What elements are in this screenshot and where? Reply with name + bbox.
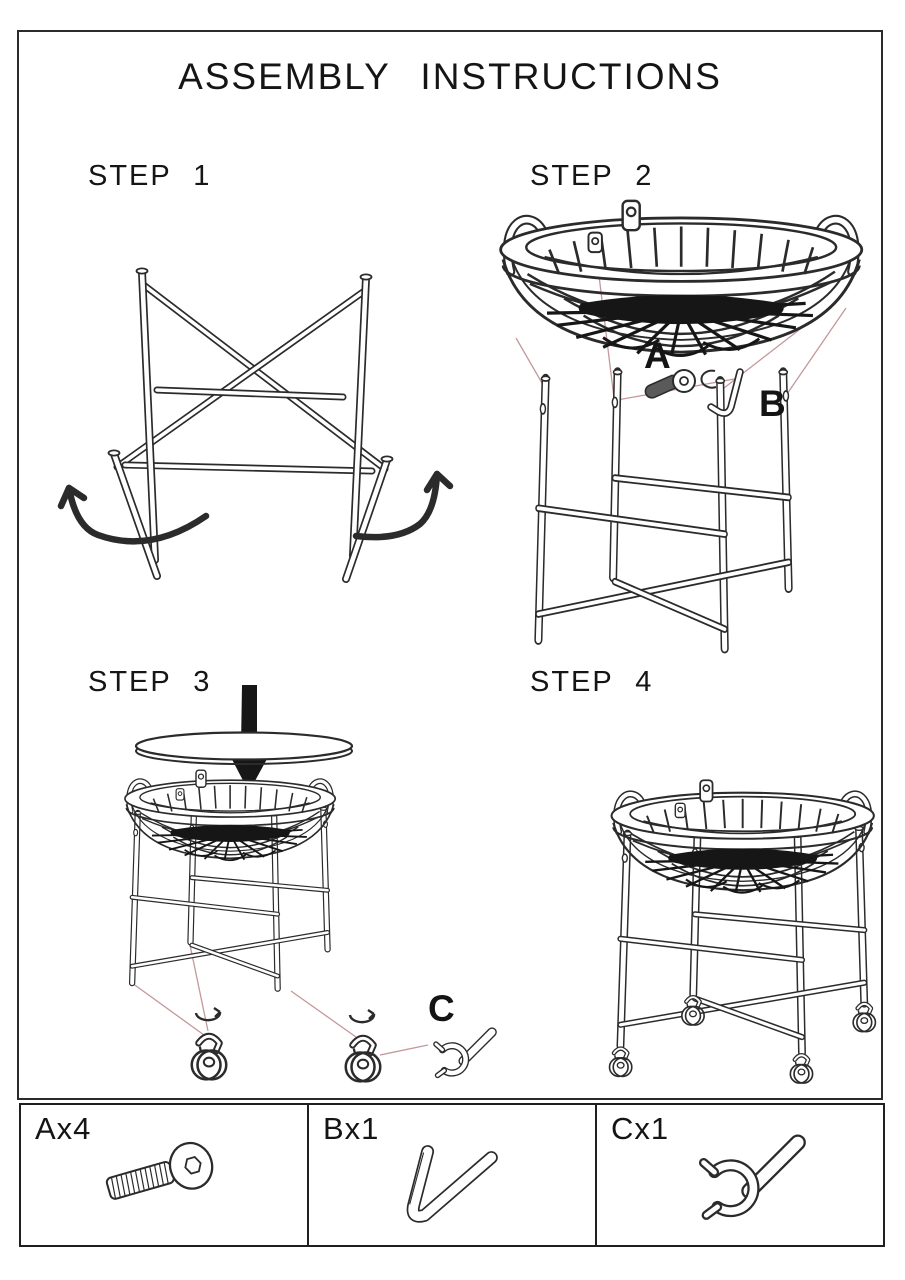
step2-label: STEP 2 xyxy=(530,160,654,192)
step1-label: STEP 1 xyxy=(88,160,212,192)
callout-b: B xyxy=(759,383,786,424)
bolt-icon xyxy=(21,1105,307,1245)
step2-diagram-attach-basket xyxy=(478,188,893,668)
parts-table xyxy=(19,1103,885,1247)
caster-icon xyxy=(192,1036,227,1079)
part-b-label: Bx1 xyxy=(323,1111,380,1146)
callout-a: A xyxy=(644,335,671,376)
rotation-mark-icon xyxy=(701,371,716,388)
hex-key-icon xyxy=(309,1105,595,1245)
step4-label: STEP 4 xyxy=(530,666,654,698)
open-wrench-icon xyxy=(597,1105,883,1245)
parts-cell-a xyxy=(19,1103,309,1247)
step4-diagram-finished-cart xyxy=(584,760,896,1095)
tabletop xyxy=(136,733,352,760)
parts-cell-c xyxy=(597,1103,885,1247)
wrench-c-icon xyxy=(436,1032,492,1075)
callout-c: C xyxy=(428,988,455,1029)
part-c-label: Cx1 xyxy=(611,1111,670,1146)
caster-icon xyxy=(853,1004,875,1032)
caster-icon xyxy=(610,1049,632,1077)
part-a-label: Ax4 xyxy=(35,1111,92,1146)
step3-diagram-top-and-casters xyxy=(58,683,498,1095)
step3-label: STEP 3 xyxy=(88,666,212,698)
page-title: ASSEMBLY INSTRUCTIONS xyxy=(178,56,722,97)
caster-icon xyxy=(790,1055,812,1083)
step1-diagram-unfold-frame xyxy=(56,238,456,630)
parts-cell-b xyxy=(309,1103,597,1247)
caster-rotate-arrow-icon xyxy=(196,1008,220,1020)
caster-icon xyxy=(346,1038,381,1081)
caster-rotate-arrow-icon xyxy=(350,1010,374,1022)
